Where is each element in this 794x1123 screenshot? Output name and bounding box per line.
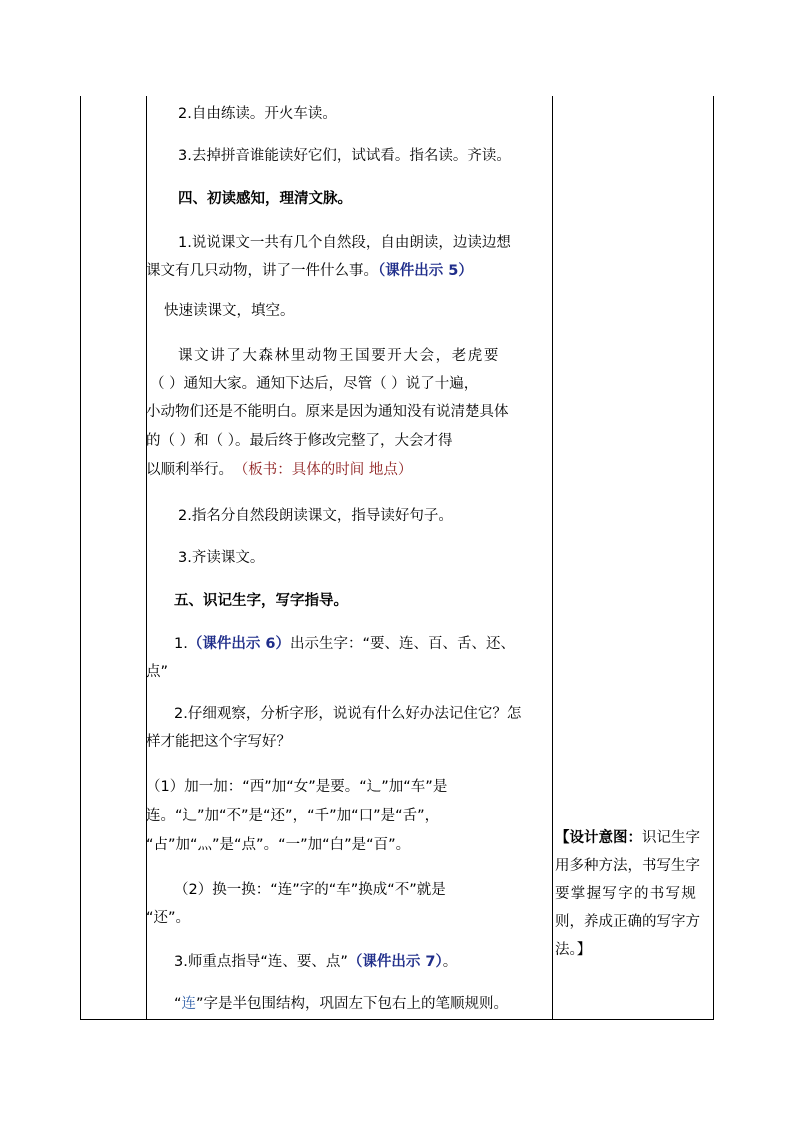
method-swap-line2: “还”。 <box>146 910 191 926</box>
step-paragraphs-line2 <box>146 261 473 281</box>
table-border-left <box>80 96 81 1020</box>
design-intent-line5: 法。】 <box>555 942 592 958</box>
design-intent-line3: 要掌握写字的书写规 <box>555 886 698 902</box>
courseware-ref-5: （课件出示 5） <box>378 263 473 279</box>
table-divider-1 <box>146 96 147 1020</box>
fill-blank-line4: 的（ ）和（ ）。最后终于修改完整了，大会才得 <box>146 433 453 449</box>
quick-read-fill: 快速读课文，填空。 <box>164 303 295 319</box>
step-free-reading: 2.自由练读。开火车读。 <box>178 106 337 122</box>
design-intent-label: 【设计意图： <box>555 830 642 846</box>
table-divider-2 <box>552 96 553 1020</box>
step-show-characters-text: 出示生字：“要、连、百、舌、还、 <box>289 636 515 652</box>
step-key-guidance-end: 。 <box>442 954 458 970</box>
method-add-line2: 连。“辶”加“不”是“还”，“千”加“口”是“舌”， <box>146 808 440 824</box>
quote-open: “ <box>174 996 182 1012</box>
fill-blank-end: 以顺利举行。 <box>146 462 233 478</box>
stroke-order-note <box>174 994 508 1014</box>
fill-blank-line3: 小动物们还是不能明白。原来是因为通知没有说清楚具体 <box>146 404 509 420</box>
fill-blank-line5 <box>146 460 412 480</box>
step-without-pinyin: 3.去掉拼音谁能读好它们，试试看。指名读。齐读。 <box>178 148 511 164</box>
design-intent-line2: 用多种方法，书写生字 <box>555 858 700 874</box>
step-read-together: 3.齐读课文。 <box>178 550 265 566</box>
step-number: 1. <box>174 636 188 652</box>
step-show-characters-line1 <box>174 634 515 654</box>
table-border-right <box>713 96 714 1020</box>
section-heading-5: 五、识记生字，写字指导。 <box>174 593 348 609</box>
method-swap-line1: （2）换一换：“连”字的“车”换成“不”就是 <box>174 882 446 898</box>
step-observe-line2: 样才能把这个字写好？ <box>146 734 291 750</box>
step-paragraphs-line1: 1.说说课文一共有几个自然段，自由朗读，边读边想 <box>178 235 511 251</box>
step-read-by-paragraph: 2.指名分自然段朗读课文，指导读好句子。 <box>178 508 453 524</box>
table-border-bottom <box>80 1019 714 1020</box>
step-paragraphs-text: 课文有几只动物，讲了一件什么事。 <box>146 263 378 279</box>
stroke-order-text: ”字是半包围结构，巩固左下包右上的笔顺规则。 <box>196 996 509 1012</box>
section-heading-4: 四、初读感知，理清文脉。 <box>178 191 352 207</box>
fill-blank-line1: 课文讲了大森林里动物王国要开大会，老虎要 <box>178 348 500 364</box>
step-show-characters-line2: 点” <box>146 664 169 680</box>
method-add-line1: （1）加一加：“西”加“女”是要。“辶”加“车”是 <box>146 779 448 795</box>
method-add-line3: “占”加“灬”是“点”。“一”加“白”是“百”。 <box>146 837 411 853</box>
courseware-ref-7: （课件出示 7） <box>347 954 443 970</box>
board-note: （板书：具体的时间 地点） <box>241 462 413 478</box>
step-observe-line1: 2.仔细观察，分析字形，说说有什么好办法记住它？怎 <box>174 706 522 722</box>
step-key-guidance-text: 3.师重点指导“连、要、点” <box>174 954 348 970</box>
character-lian: 连 <box>181 996 197 1012</box>
design-intent-line4: 则，养成正确的写字方 <box>555 914 700 930</box>
courseware-ref-6: （课件出示 6） <box>187 636 290 652</box>
fill-blank-line2: （ ）通知大家。通知下达后，尽管（ ）说了十遍， <box>150 376 479 392</box>
design-intent-line1 <box>555 828 713 848</box>
step-key-guidance <box>174 952 457 972</box>
design-intent-text1: 识记生字 <box>642 830 700 846</box>
